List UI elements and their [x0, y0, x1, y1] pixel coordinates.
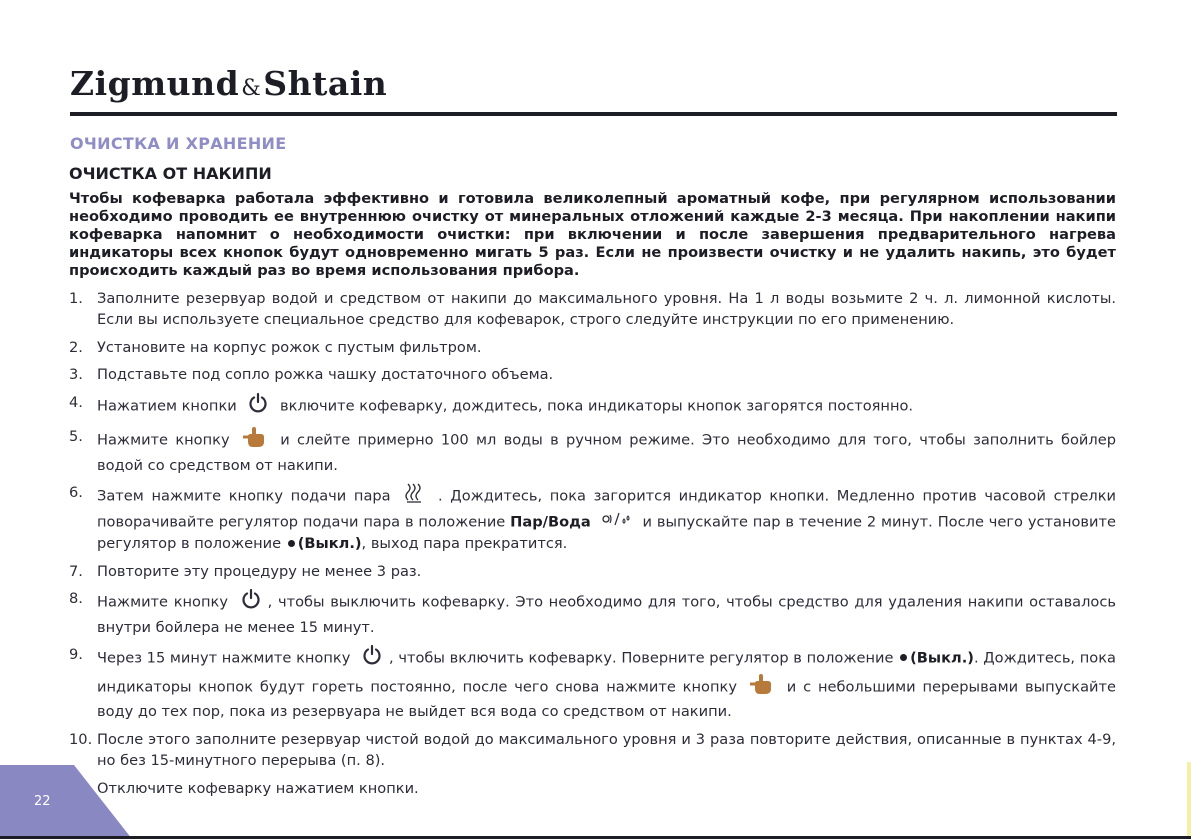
step-text-part: Затем нажмите кнопку подачи пара [97, 487, 391, 505]
subsection-title: ОЧИСТКА ОТ НАКИПИ [69, 164, 272, 183]
step-number: 4. [69, 393, 83, 411]
hand-icon [243, 426, 267, 455]
hand-icon [750, 673, 774, 702]
step-text-part: Нажмите кнопку [97, 593, 228, 611]
brand-name-part2: Shtain [263, 64, 388, 103]
step-text: Повторите эту процедуру не менее 3 раз. [97, 562, 422, 580]
list-item [69, 482, 1116, 555]
step-number: 3. [69, 366, 83, 383]
step-text-part: , чтобы включить кофеварку. Поверните регулятор в положение [389, 649, 894, 667]
list-item [69, 337, 1116, 359]
list-item [69, 644, 1116, 723]
step-text-part: Через 15 минут нажмите кнопку [97, 649, 351, 667]
list-item [69, 561, 1116, 583]
step-text-part: , выход пара прекратится. [361, 535, 568, 552]
step-text [97, 588, 1116, 638]
intro-paragraph: Чтобы кофеварка работала эффективно и готовила великолепный ароматный кофе, при регулярном использовании необходимо проводить ее внутреннюю очистку от минеральных отложений каждые 2-3 месяца. При накоплении накипи кофеварка напомнит о необходимости очистки: при включении и после завершения предварительного нагрева индикаторы всех кнопок будут одновременно мигать 5 раз. Если не произвести очистку и не удалить накипь, это будет происходить каждый раз во время использования прибора. [69, 189, 1116, 279]
step-text-bold: (Выкл.) [910, 649, 974, 667]
step-text-part: , чтобы выключить кофеварку. Это необходимо для того, чтобы средство для удаления накипи оставалось внутри бойлера не менее 15 минут. [97, 593, 1116, 636]
list-item [69, 392, 1116, 421]
list-item [69, 729, 1116, 772]
power-icon [247, 392, 269, 421]
step-text [97, 392, 1116, 421]
step-text-part: и выпускайте пар в течение 2 минут. После чего установите регулятор в положение [97, 512, 1116, 552]
header-divider [70, 112, 1117, 116]
step-text [97, 426, 1116, 476]
step-text-part: . Дождитесь, пока загорится индикатор кнопки. Медленно против часовой стрелки поворачивайте регулятор подачи пара в положение [97, 487, 1117, 530]
step-number: 10. [69, 730, 93, 748]
step-text-part: Нажатием кнопки [97, 396, 237, 414]
step-number: 8. [69, 590, 83, 607]
step-text-bold: (Выкл.) [297, 535, 362, 552]
steam-icon [404, 482, 424, 511]
step-text: Отключите кофеварку нажатием кнопки. [97, 779, 419, 797]
step-number: 2. [69, 338, 83, 356]
list-item [69, 426, 1116, 476]
off-dot-icon [288, 540, 295, 547]
brand-name-part1: Zigmund [70, 64, 240, 103]
step-text [97, 482, 1116, 555]
step-text-part: Нажмите кнопку [97, 431, 230, 449]
step-number: 9. [69, 646, 83, 663]
brand-logo [70, 64, 387, 103]
step-text: Подставьте под сопло рожка чашку достаточного объема. [97, 366, 554, 383]
power-icon [361, 644, 383, 673]
step-text [97, 644, 1116, 723]
power-icon [240, 588, 262, 617]
step-text-part: включите кофеварку, дождитесь, пока индикаторы кнопок загорятся постоянно. [280, 396, 914, 414]
section-title: ОЧИСТКА И ХРАНЕНИЕ [70, 134, 287, 153]
step-text-part: . Дождитесь, пока индикаторы кнопок будут гореть постоянно, после чего снова нажмите кнопку [97, 649, 1116, 695]
page-corner-decoration [0, 765, 132, 839]
step-text-bold: Пар/Вода [510, 512, 591, 530]
step-text: Заполните резервуар водой и средством от накипи до максимального уровня. На 1 л воды возьмите 2 ч. л. лимонной кислоты. Если вы используете специальное средство для кофеварок, строго следуйте инструкции по его применению. [97, 289, 1116, 328]
list-item [69, 778, 1116, 800]
brand-ampersand: & [241, 76, 262, 101]
step-number: 1. [69, 289, 83, 307]
page-number: 22 [34, 794, 51, 809]
page-content [69, 163, 1116, 805]
list-item [69, 364, 1116, 386]
list-item [69, 588, 1116, 638]
steps-list [69, 288, 1116, 800]
step-number: 6. [69, 484, 83, 501]
list-item [69, 288, 1116, 331]
edge-marker [1187, 762, 1191, 836]
steam-water-icon [602, 511, 632, 534]
step-number: 5. [69, 428, 83, 445]
step-text: После этого заполните резервуар чистой водой до максимального уровня и 3 раза повторите действия, описанные в пунктах 4-9, но без 15-минутного перерыва (п. 8). [97, 730, 1116, 769]
off-dot-icon [900, 654, 907, 661]
step-text-part: и с небольшими перерывами выпускайте воду до тех пор, пока из резервуара не выйдет вся вода со средством от накипи. [97, 677, 1117, 720]
step-number: 7. [69, 562, 83, 580]
step-text-part: и слейте примерно 100 мл воды в ручном режиме. Это необходимо для того, чтобы заполнить бойлер водой со средством от накипи. [97, 431, 1116, 474]
step-text: Установите на корпус рожок с пустым фильтром. [97, 338, 482, 356]
